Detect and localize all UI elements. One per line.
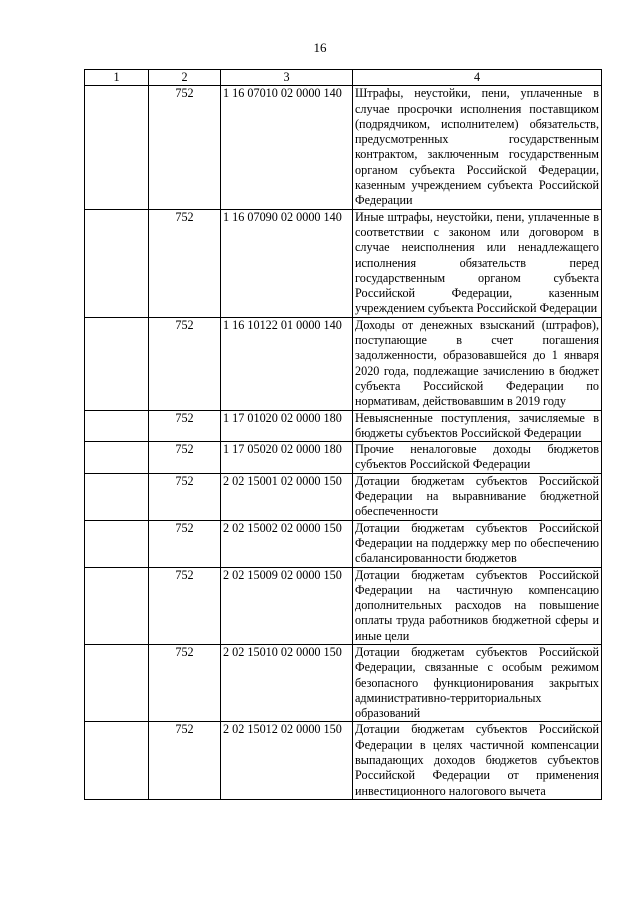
table-row: [85, 317, 602, 410]
table-row: [85, 473, 602, 520]
cell-admin-code: 752: [149, 644, 221, 721]
table-row: [85, 209, 602, 317]
cell-col1: [85, 410, 149, 442]
cell-col1: [85, 567, 149, 644]
table-header-row: [85, 70, 602, 86]
cell-revenue-name: Невыясненные поступления, зачисляемые в бюджеты субъектов Российской Федерации: [353, 410, 602, 442]
table-row: [85, 520, 602, 567]
cell-admin-code: 752: [149, 520, 221, 567]
cell-revenue-name: Дотации бюджетам субъектов Российской Федерации в целях частичной компенсации выпадающих доходов бюджетов субъектов Российской Федерации от применения инвестиционного налогового вычета: [353, 722, 602, 799]
cell-budget-code: 1 17 01020 02 0000 180: [221, 410, 353, 442]
cell-budget-code: 2 02 15001 02 0000 150: [221, 473, 353, 520]
cell-admin-code: 752: [149, 86, 221, 209]
header-col-1: 1: [85, 70, 149, 86]
cell-revenue-name: Штрафы, неустойки, пени, уплаченные в случае просрочки исполнения поставщиком (подрядчиком, исполнителем) обязательств, предусмотренных государственным контрактом, заключенным государственным органом субъекта Российской Федерации, казенным учреждением субъекта Российской Федерации: [353, 86, 602, 209]
cell-budget-code: 2 02 15009 02 0000 150: [221, 567, 353, 644]
cell-admin-code: 752: [149, 410, 221, 442]
cell-admin-code: 752: [149, 317, 221, 410]
cell-col1: [85, 86, 149, 209]
cell-revenue-name: Дотации бюджетам субъектов Российской Федерации на поддержку мер по обеспечению сбалансированности бюджетов: [353, 520, 602, 567]
table-row: [85, 644, 602, 721]
cell-admin-code: 752: [149, 209, 221, 317]
cell-budget-code: 1 16 07090 02 0000 140: [221, 209, 353, 317]
header-col-3: 3: [221, 70, 353, 86]
revenue-codes-table: [84, 69, 602, 800]
cell-budget-code: 2 02 15012 02 0000 150: [221, 722, 353, 799]
cell-col1: [85, 722, 149, 799]
cell-revenue-name: Дотации бюджетам субъектов Российской Федерации на выравнивание бюджетной обеспеченности: [353, 473, 602, 520]
page-number: 16: [313, 40, 327, 55]
cell-revenue-name: Дотации бюджетам субъектов Российской Федерации на частичную компенсацию дополнительных расходов на повышение оплаты труда работников бюджетной сферы и иные цели: [353, 567, 602, 644]
table-row: [85, 86, 602, 209]
cell-admin-code: 752: [149, 722, 221, 799]
table-row: [85, 722, 602, 799]
table-row: [85, 410, 602, 442]
cell-budget-code: 1 17 05020 02 0000 180: [221, 442, 353, 474]
cell-col1: [85, 473, 149, 520]
header-col-2: 2: [149, 70, 221, 86]
header-col-4: 4: [353, 70, 602, 86]
cell-col1: [85, 644, 149, 721]
cell-col1: [85, 317, 149, 410]
cell-budget-code: 2 02 15002 02 0000 150: [221, 520, 353, 567]
cell-revenue-name: Доходы от денежных взысканий (штрафов), поступающие в счет погашения задолженности, образовавшейся до 1 января 2020 года, подлежащие зачислению в бюджет субъекта Российской Федерации по нормативам, действовавшим в 2019 году: [353, 317, 602, 410]
table-row: [85, 442, 602, 474]
cell-col1: [85, 442, 149, 474]
cell-revenue-name: Иные штрафы, неустойки, пени, уплаченные в соответствии с законом или договором в случае неисполнения или ненадлежащего исполнения обязательств перед государственным органом субъекта Российской Федерации, казенным учреждением субъекта Российской Федерации: [353, 209, 602, 317]
cell-revenue-name: Прочие неналоговые доходы бюджетов субъектов Российской Федерации: [353, 442, 602, 474]
cell-col1: [85, 209, 149, 317]
cell-admin-code: 752: [149, 473, 221, 520]
cell-col1: [85, 520, 149, 567]
cell-budget-code: 2 02 15010 02 0000 150: [221, 644, 353, 721]
cell-admin-code: 752: [149, 442, 221, 474]
cell-revenue-name: Дотации бюджетам субъектов Российской Федерации, связанные с особым режимом безопасного функционирования закрытых административно-территориальных образований: [353, 644, 602, 721]
table-row: [85, 567, 602, 644]
cell-admin-code: 752: [149, 567, 221, 644]
cell-budget-code: 1 16 07010 02 0000 140: [221, 86, 353, 209]
cell-budget-code: 1 16 10122 01 0000 140: [221, 317, 353, 410]
